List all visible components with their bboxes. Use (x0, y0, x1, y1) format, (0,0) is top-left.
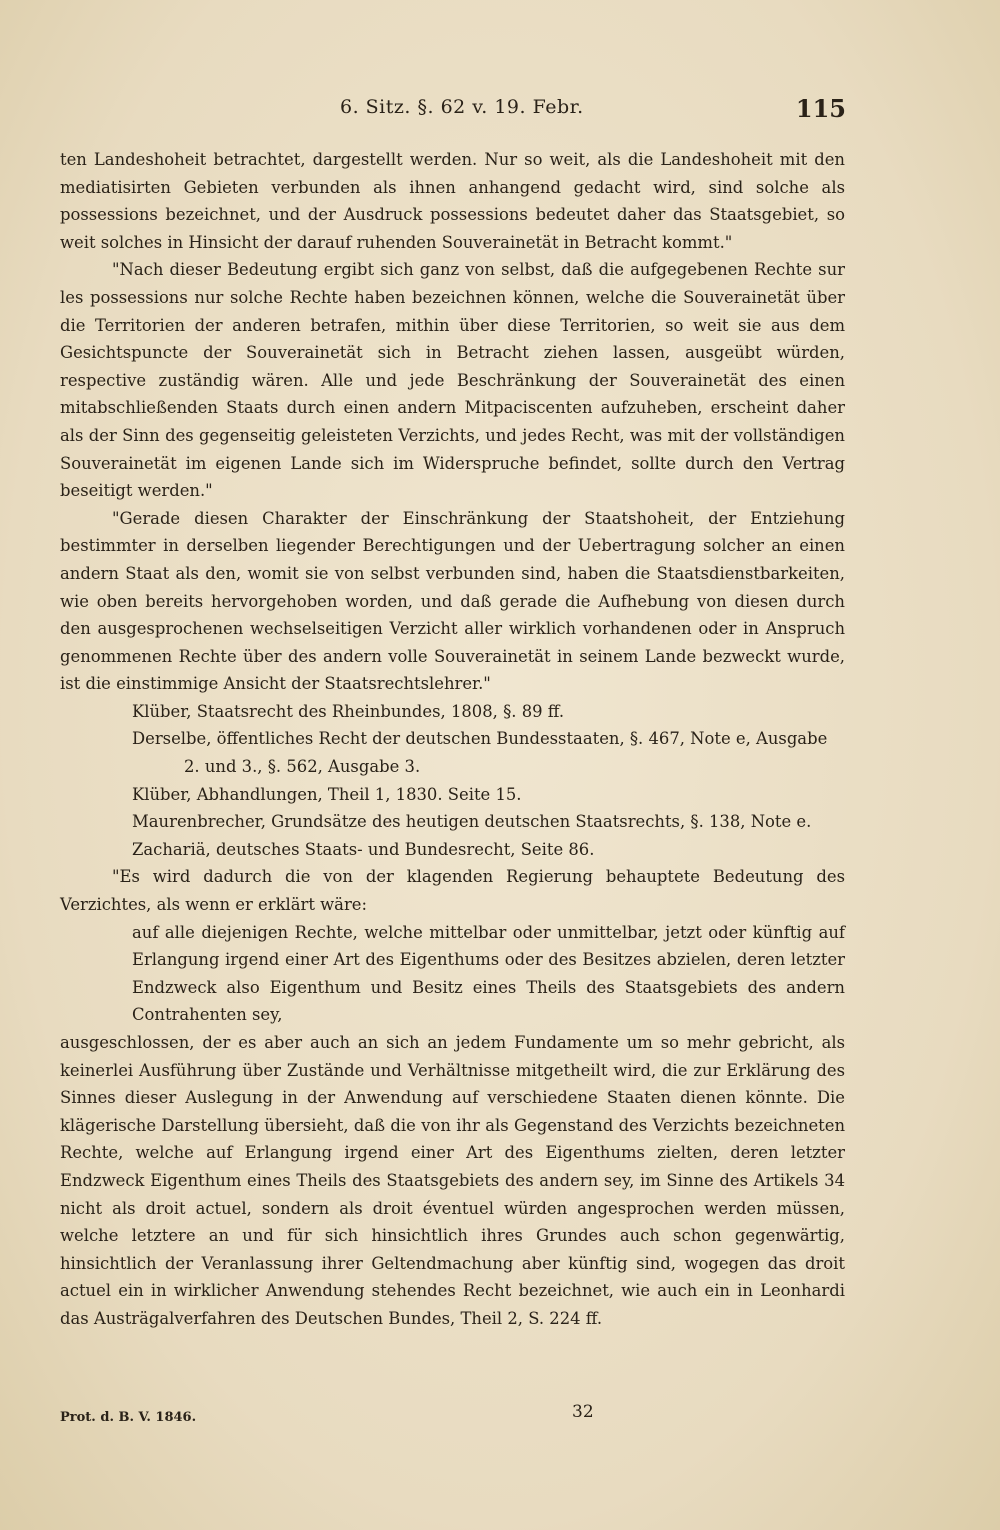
page-header (60, 96, 850, 136)
paragraph-quote-staatshoheit: "Gerade diesen Charakter der Einschränkung der Staatshoheit, der Entziehung bestimmter in derselben liegender Berechtigungen und der Uebertragung solcher an einen andern Staat als den, womit sie von selbst verbunden sind, haben die Staatsdienstbarkeiten, wie oben bereits hervorgehoben worden, und daß gerade die Aufhebung von diesen durch den ausgesprochenen wechselseitigen Verzicht aller wirklich vorhandenen oder in Anspruch genommenen Rechte über des andern volle Souverainetät in seinem Lande bezweckt wurde, ist die einstimmige Ansicht der Staatsrechtslehrer." (60, 508, 845, 694)
running-head: 6. Sitz. §. 62 v. 19. Febr. (340, 96, 584, 118)
reference-item: Maurenbrecher, Grundsätze des heutigen deutschen Staatsrechts, §. 138, Note e. (132, 812, 812, 832)
reference-item: Derselbe, öffentliches Recht der deutschen Bundesstaaten, §. 467, Note e, Ausgabe 2. und 3., §. 562, Ausgabe 3. (132, 729, 828, 777)
reference-list (132, 698, 845, 864)
paragraph-verzicht-intro: "Es wird dadurch die von der klagenden Regierung behauptete Bedeutung des Verzichtes, als wenn er erklärt wäre: (60, 867, 845, 915)
paragraph-conclusion: ausgeschlossen, der es aber auch an sich an jedem Fundamente um so mehr gebricht, als keinerlei Ausführung über Zustände und Verhältnisse mitgetheilt wird, die zur Erklärung des Sinnes dieser Auslegung in der Anwendung auf verschiedene Staaten dienen könnte. Die klägerische Darstellung übersieht, daß die von ihr als Gegenstand des Verzichts bezeichneten Rechte, welche auf Erlangung irgend einer Art des Eigenthums zielten, deren letzter Endzweck Eigenthum eines Theils des Staatsgebiets des andern sey, im Sinne des Artikels 34 nicht als droit actuel, sondern als droit éventuel würden angesprochen werden müssen, welche letztere an und für sich hinsichtlich ihres Grundes auch schon gegenwärtig, hinsichtlich der Veranlassung ihrer Geltendmachung aber künftig sind, wogegen das droit actuel ein in wirklicher Anwendung stehendes Recht bezeichnet, wie auch ein in Leonhardi das Austrägalverfahren des Deutschen Bundes, Theil 2, S. 224 ff. (60, 1033, 845, 1328)
page-footer (60, 1402, 845, 1432)
printer-signature: Prot. d. B. V. 1846. (60, 1410, 197, 1425)
sheet-number: 32 (572, 1402, 594, 1422)
reference-item: Klüber, Staatsrecht des Rheinbundes, 1808, §. 89 ff. (132, 701, 565, 721)
page-number: 115 (795, 94, 846, 123)
paragraph-continuation: ten Landeshoheit betrachtet, dargestellt werden. Nur so weit, als die Landeshoheit mit den mediatisirten Gebieten verbunden als ihnen anhangend gedacht wird, sind solche als possessions bezeichnet, und der Ausdruck possessions bedeutet daher das Staatsgebiet, so weit solches in Hinsicht der darauf ruhenden Souverainetät in Betracht kommt." (60, 150, 845, 252)
block-quote-rechte: auf alle diejenigen Rechte, welche mittelbar oder unmittelbar, jetzt oder künftig auf Erlangung irgend einer Art des Eigenthums oder des Besitzes abzielen, deren letzter Endzweck also Eigenthum und Besitz eines Theils des Staatsgebiets des andern Contrahenten sey, (132, 922, 845, 1025)
reference-item: Klüber, Abhandlungen, Theil 1, 1830. Seite 15. (132, 784, 522, 804)
body-text (60, 146, 845, 1333)
paragraph-quote-sur-les-possessions: "Nach dieser Bedeutung ergibt sich ganz von selbst, daß die aufgegebenen Rechte sur les possessions nur solche Rechte haben bezeichnen können, welche die Souverainetät über die Territorien der anderen betrafen, mithin über diese Territorien, so weit sie aus dem Gesichtspuncte der Souverainetät sich in Betracht ziehen lassen, ausgeübt würden, respective zuständig wären. Alle und jede Beschränkung der Souverainetät des einen mitabschließenden Staats durch einen andern Mitpaciscenten aufzuheben, erscheint daher als der Sinn des gegenseitig geleisteten Verzichts, und jedes Recht, was mit der vollständigen Souverainetät im eigenen Lande sich im Widerspruche befindet, sollte durch den Vertrag beseitigt werden." (60, 260, 845, 501)
reference-item: Zachariä, deutsches Staats- und Bundesrecht, Seite 86. (132, 839, 595, 859)
